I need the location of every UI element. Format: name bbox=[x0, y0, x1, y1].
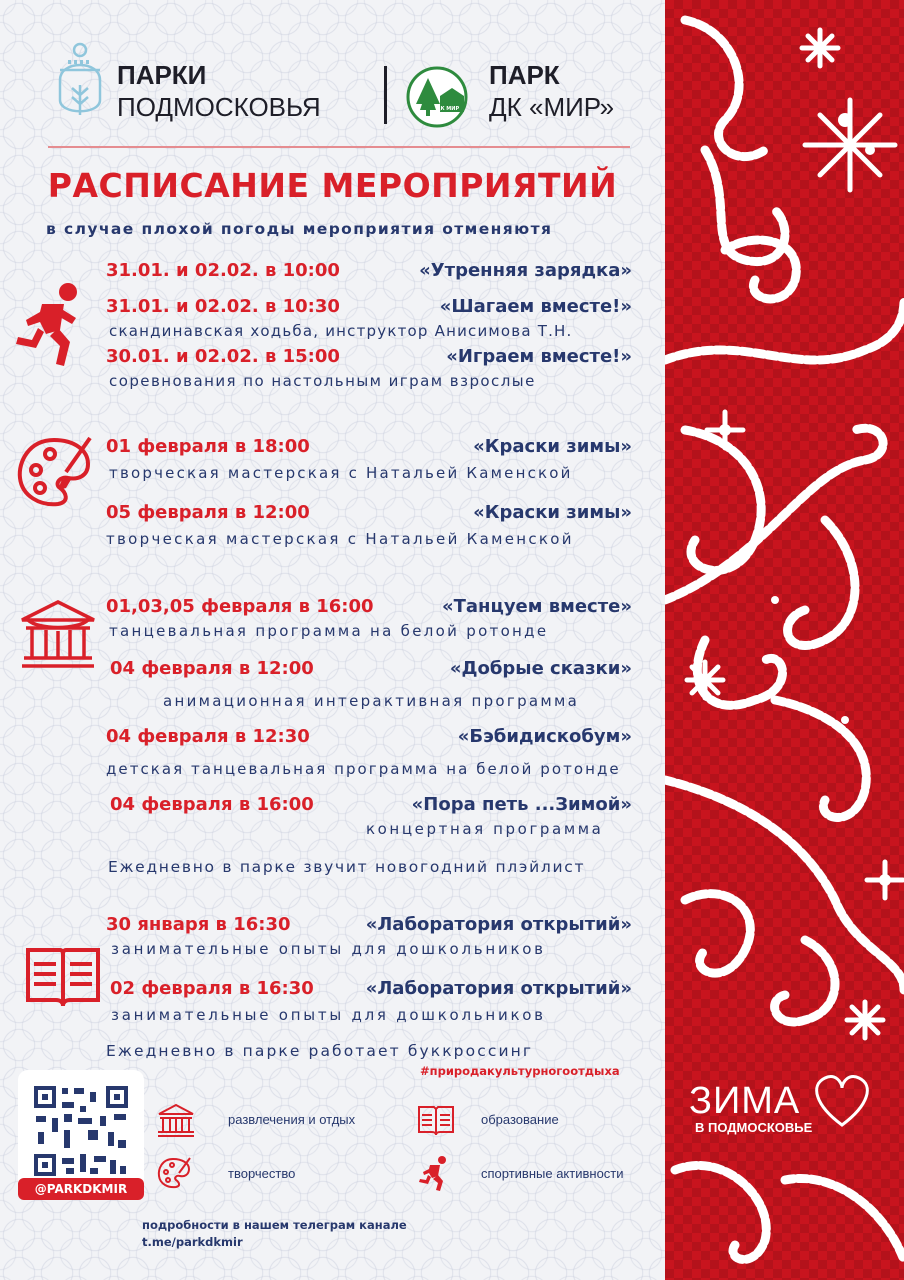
park-emblem-label: ДК МИР bbox=[436, 106, 460, 112]
qr-card[interactable] bbox=[18, 1070, 144, 1200]
telegram-note: подробности в нашем телеграм канале bbox=[142, 1218, 407, 1232]
event-title: «Танцуем вместе» bbox=[441, 596, 632, 617]
book-icon bbox=[22, 940, 104, 1012]
running-person-icon bbox=[14, 282, 86, 368]
legend-education: образование bbox=[481, 1112, 559, 1127]
header-divider bbox=[384, 66, 387, 124]
event-date: 05 февраля в 12:00 bbox=[106, 502, 310, 523]
decorative-mosaic-panel bbox=[665, 0, 904, 1280]
legend-art: творчество bbox=[228, 1166, 296, 1181]
park-emblem-icon bbox=[406, 66, 468, 128]
weather-notice: в случае плохой погоды мероприятия отменяютя bbox=[46, 220, 553, 238]
event-title: «Лаборатория открытий» bbox=[365, 978, 632, 999]
event-title: «Лаборатория открытий» bbox=[365, 914, 632, 935]
social-handle[interactable]: @PARKDKMIR bbox=[18, 1178, 144, 1200]
event-description: танцевальная программа на белой ротонде bbox=[109, 622, 549, 640]
brand-line1: ПАРКИ bbox=[117, 60, 207, 90]
event-date: 30 января в 16:30 bbox=[106, 914, 291, 935]
daily-bookcrossing-note: Ежедневно в парке работает буккроссинг bbox=[106, 1042, 534, 1060]
event-title: «Шагаем вместе!» bbox=[439, 296, 632, 317]
event-title: «Краски зимы» bbox=[473, 436, 632, 457]
park-line1: ПАРК bbox=[489, 60, 560, 90]
event-description: соревнования по настольным играм взрослые bbox=[109, 372, 536, 390]
event-date: 31.01. и 02.02. в 10:00 bbox=[106, 260, 340, 281]
palette-icon bbox=[14, 432, 96, 512]
event-description: занимательные опыты для дошкольников bbox=[111, 1006, 546, 1024]
event-date: 01 февраля в 18:00 bbox=[106, 436, 310, 457]
legend-palette-icon bbox=[156, 1155, 192, 1191]
event-description: занимательные опыты для дошкольников bbox=[111, 940, 546, 958]
event-description: творческая мастерская с Натальей Каменской bbox=[106, 530, 574, 548]
header-rule bbox=[48, 146, 630, 148]
legend-running-icon bbox=[418, 1156, 450, 1192]
event-date: 30.01. и 02.02. в 15:00 bbox=[106, 346, 340, 367]
event-title: «Бэбидискобум» bbox=[457, 726, 632, 747]
event-date: 04 февраля в 12:30 bbox=[106, 726, 310, 747]
parks-logo-icon bbox=[50, 40, 110, 124]
legend-leisure: развлечения и отдых bbox=[228, 1112, 356, 1127]
event-title: «Пора петь ...Зимой» bbox=[411, 794, 632, 815]
event-description: скандинавская ходьба, инструктор Анисимова Т.Н. bbox=[109, 322, 573, 340]
event-title: «Краски зимы» bbox=[473, 502, 632, 523]
zima-badge-sub: В ПОДМОСКОВЬЕ bbox=[695, 1120, 813, 1135]
rotunda-icon bbox=[18, 598, 98, 670]
event-date: 04 февраля в 16:00 bbox=[110, 794, 314, 815]
event-title: «Утренняя зарядка» bbox=[419, 260, 632, 281]
event-description: анимационная интерактивная программа bbox=[163, 692, 580, 710]
hashtag: #природакультурногоотдыха bbox=[420, 1064, 620, 1078]
telegram-link[interactable]: t.me/parkdkmir bbox=[142, 1235, 243, 1249]
brand-line2: ПОДМОСКОВЬЯ bbox=[117, 92, 321, 122]
zima-badge-word: ЗИМА bbox=[689, 1080, 801, 1122]
daily-playlist-note: Ежедневно в парке звучит новогодний плэйлист bbox=[108, 858, 586, 876]
page-title: РАСПИСАНИЕ МЕРОПРИЯТИЙ bbox=[47, 166, 618, 205]
event-description: творческая мастерская с Натальей Каменской bbox=[109, 464, 573, 482]
qr-code-icon bbox=[18, 1070, 144, 1180]
zima-heart-icon bbox=[817, 1077, 868, 1125]
event-date: 01,03,05 февраля в 16:00 bbox=[106, 596, 374, 617]
event-date: 04 февраля в 12:00 bbox=[110, 658, 314, 679]
park-line2: ДК «МИР» bbox=[489, 92, 615, 122]
event-title: «Добрые сказки» bbox=[449, 658, 632, 679]
event-title: «Играем вместе!» bbox=[446, 346, 632, 367]
legend-sport: спортивные активности bbox=[481, 1166, 624, 1181]
legend-book-icon bbox=[416, 1103, 456, 1137]
event-description: детская танцевальная программа на белой ротонде bbox=[106, 760, 621, 778]
event-date: 31.01. и 02.02. в 10:30 bbox=[106, 296, 340, 317]
legend-rotunda-icon bbox=[156, 1103, 196, 1137]
event-date: 02 февраля в 16:30 bbox=[110, 978, 314, 999]
event-description: концертная программа bbox=[366, 820, 604, 838]
